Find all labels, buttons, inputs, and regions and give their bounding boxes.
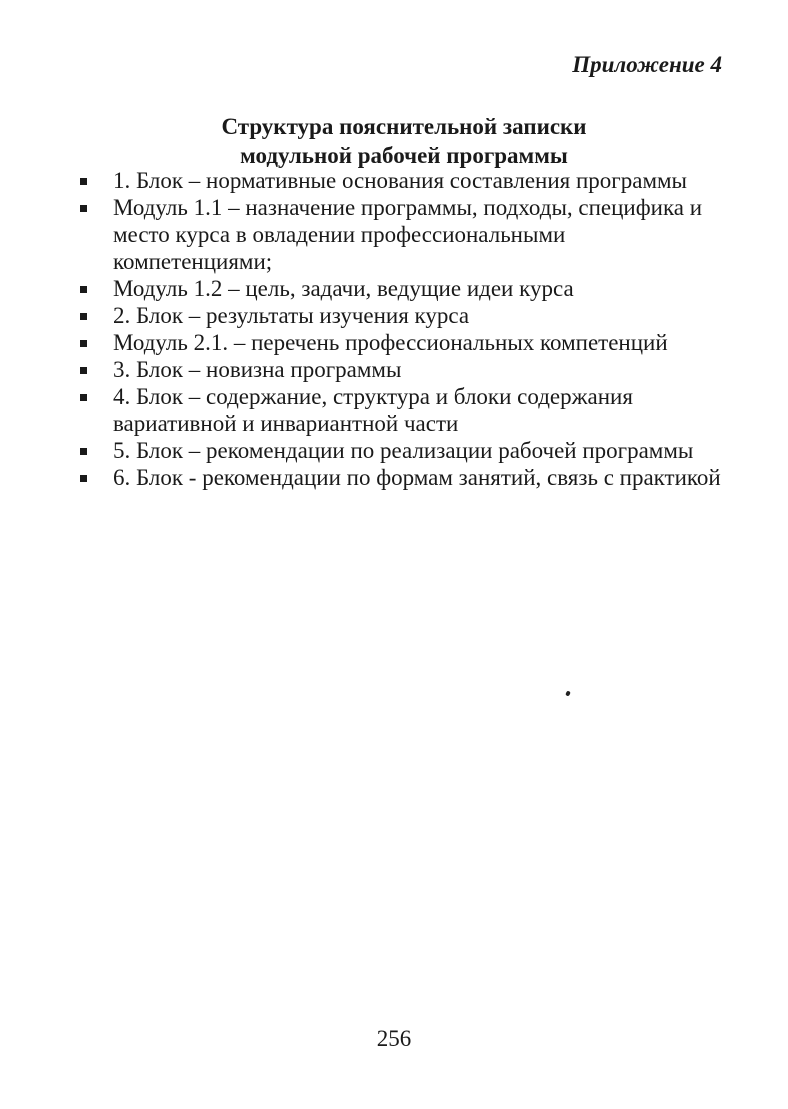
bullet-icon	[80, 313, 87, 320]
bullet-icon	[80, 475, 87, 482]
list-item-text: 5. Блок – рекомендации по реализации рабочей программы	[113, 438, 694, 463]
page-number: 256	[376, 1026, 412, 1051]
scan-speck	[565, 690, 571, 696]
appendix-label: Приложение 4	[572, 52, 722, 77]
structure-list	[80, 167, 730, 491]
list-item	[80, 302, 730, 329]
list-item-text: Модуль 1.2 – цель, задачи, ведущие идеи курса	[113, 276, 574, 301]
list-item-text: Модуль 1.1 – назначение программы, подходы, специфика и место курса в овладении профессиональными компетенциями;	[113, 195, 703, 274]
list-item	[80, 167, 730, 194]
title-line-1: Структура пояснительной записки	[221, 114, 587, 139]
title-line-2: модульной рабочей программы	[240, 143, 568, 168]
list-item	[80, 329, 730, 356]
bullet-icon	[80, 340, 87, 347]
list-item	[80, 383, 730, 437]
list-item-text: Модуль 2.1. – перечень профессиональных компетенций	[113, 330, 668, 355]
list-item	[80, 194, 730, 275]
bullet-icon	[80, 367, 87, 374]
list-item-text: 1. Блок – нормативные основания составления программы	[113, 168, 688, 193]
bullet-icon	[80, 394, 87, 401]
list-item-text: 4. Блок – содержание, структура и блоки содержания вариативной и инвариантной части	[113, 384, 633, 436]
list-item	[80, 356, 730, 383]
list-item	[80, 275, 730, 302]
bullet-icon	[80, 286, 87, 293]
list-item	[80, 437, 730, 464]
bullet-icon	[80, 178, 87, 185]
list-item-text: 3. Блок – новизна программы	[113, 357, 402, 382]
document-title	[0, 112, 788, 170]
list-item-text: 2. Блок – результаты изучения курса	[113, 303, 470, 328]
list-item-text: 6. Блок - рекомендации по формам занятий, связь с практикой	[113, 465, 721, 490]
bullet-icon	[80, 205, 87, 212]
bullet-icon	[80, 448, 87, 455]
list-item	[80, 464, 730, 491]
